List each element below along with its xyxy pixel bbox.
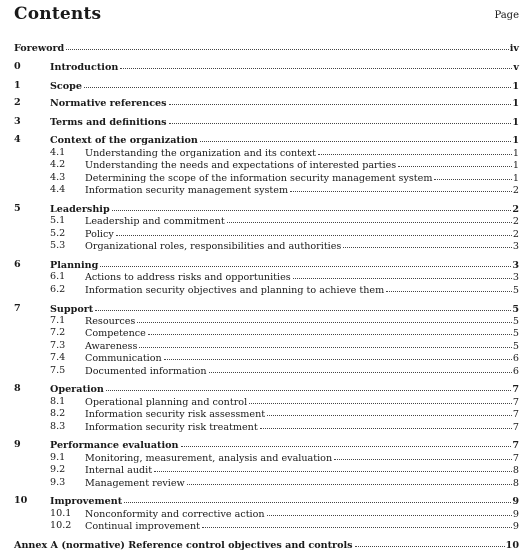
toc-entry-title[interactable]: Internal audit bbox=[85, 465, 153, 476]
toc-entry-number: 6 bbox=[14, 259, 21, 270]
dot-leader bbox=[293, 269, 512, 279]
toc-entry-page: 1 bbox=[512, 117, 519, 128]
toc-entry[interactable] bbox=[0, 420, 530, 433]
dot-leader bbox=[434, 170, 511, 180]
toc-entry-title[interactable]: Competence bbox=[85, 328, 146, 339]
dot-leader bbox=[164, 350, 512, 360]
dot-leader bbox=[200, 132, 511, 142]
toc-entry-number: 7.4 bbox=[50, 352, 66, 363]
dot-leader bbox=[386, 282, 512, 292]
dot-leader bbox=[227, 213, 512, 223]
toc-entry-number: 7.1 bbox=[50, 315, 66, 326]
toc-entry-number: 10.2 bbox=[50, 520, 72, 531]
toc-entry-title[interactable]: Leadership bbox=[50, 204, 110, 215]
toc-entry-number: 10 bbox=[14, 495, 28, 506]
toc-entry-number: 4 bbox=[14, 134, 21, 145]
toc-entry-title[interactable]: Resources bbox=[85, 316, 136, 327]
dot-leader bbox=[120, 59, 512, 69]
dot-leader bbox=[139, 338, 511, 348]
toc-entry-number: 1 bbox=[14, 80, 21, 91]
toc-entry-page: 2 bbox=[512, 185, 519, 196]
toc-entry-number: 6.2 bbox=[50, 284, 66, 295]
toc-entry-page: 5 bbox=[512, 316, 519, 327]
toc-entry-title[interactable]: Determining the scope of the information security management system bbox=[85, 173, 433, 184]
toc-entry[interactable] bbox=[0, 519, 530, 532]
toc-entry-number: 4.2 bbox=[50, 159, 66, 170]
toc-entry-page: 5 bbox=[512, 328, 519, 339]
page-title: Contents bbox=[14, 4, 102, 24]
toc-entry-number: 3 bbox=[14, 116, 21, 127]
toc-entry-page: 5 bbox=[512, 341, 519, 352]
dot-leader bbox=[169, 114, 512, 124]
toc-entry-page: 7 bbox=[512, 440, 519, 451]
toc-entry-page: 2 bbox=[512, 204, 519, 215]
toc-entry-page: v bbox=[513, 62, 519, 73]
toc-entry-title[interactable]: Support bbox=[50, 304, 94, 315]
toc-entry-page: 10 bbox=[505, 540, 519, 551]
toc-entry-title[interactable]: Understanding the needs and expectations of interested parties bbox=[85, 160, 397, 171]
toc-entry-page: 1 bbox=[512, 173, 519, 184]
toc-entry-title[interactable]: Normative references bbox=[50, 98, 167, 109]
toc-entry-number: 7.2 bbox=[50, 327, 66, 338]
dot-leader bbox=[84, 78, 511, 88]
toc-entry-number: 8.3 bbox=[50, 421, 66, 432]
toc-entry-page: 1 bbox=[512, 160, 519, 171]
toc-entry-title[interactable]: Planning bbox=[50, 260, 99, 271]
toc-entry[interactable] bbox=[0, 283, 530, 296]
dot-leader bbox=[124, 493, 511, 503]
toc-entry-title[interactable]: Documented information bbox=[85, 366, 207, 377]
dot-leader bbox=[106, 381, 511, 391]
toc-entry-title[interactable]: Operational planning and control bbox=[85, 397, 248, 408]
toc-entry-number: 8.1 bbox=[50, 396, 66, 407]
toc-entry-title[interactable]: Policy bbox=[85, 229, 114, 240]
dot-leader bbox=[249, 394, 512, 404]
toc-entry-title[interactable]: Context of the organization bbox=[50, 135, 198, 146]
toc-entry-page: 2 bbox=[512, 229, 519, 240]
toc-entry-page: iv bbox=[509, 43, 519, 54]
toc-entry-page: 5 bbox=[512, 304, 519, 315]
dot-leader bbox=[202, 518, 512, 528]
toc-entry-title[interactable]: Awareness bbox=[85, 341, 138, 352]
toc-entry-number: 4.1 bbox=[50, 147, 66, 158]
toc-entry-title[interactable]: Improvement bbox=[50, 496, 123, 507]
toc-entry-number: 5.2 bbox=[50, 228, 66, 239]
toc-entry-number: 9.3 bbox=[50, 477, 66, 488]
toc-entry-page: 5 bbox=[512, 285, 519, 296]
toc-entry-title[interactable]: Foreword bbox=[14, 43, 65, 54]
toc-entry-number: 5 bbox=[14, 203, 21, 214]
toc-entry-number: 0 bbox=[14, 61, 21, 72]
dot-leader bbox=[355, 537, 505, 547]
toc-entry-number: 5.1 bbox=[50, 215, 66, 226]
toc-entry-number: 5.3 bbox=[50, 240, 66, 251]
toc-entry-title[interactable]: Operation bbox=[50, 384, 104, 395]
dot-leader bbox=[112, 201, 512, 211]
toc-entry-number: 10.1 bbox=[50, 508, 72, 519]
toc-entry-title[interactable]: Leadership and commitment bbox=[85, 216, 225, 227]
toc-entry-page: 1 bbox=[512, 148, 519, 159]
dot-leader bbox=[267, 406, 512, 416]
toc-entry-title[interactable]: Annex A (normative) Reference control objectives and controls bbox=[14, 540, 353, 551]
toc-entry[interactable] bbox=[0, 476, 530, 489]
toc-entry-number: 2 bbox=[14, 97, 21, 108]
toc-entry-title[interactable]: Monitoring, measurement, analysis and evaluation bbox=[85, 453, 333, 464]
dot-leader bbox=[209, 363, 512, 373]
dot-leader bbox=[290, 182, 512, 192]
toc-entry-page: 1 bbox=[512, 135, 519, 146]
toc-entry-page: 9 bbox=[512, 509, 519, 520]
dot-leader bbox=[318, 145, 512, 155]
dot-leader bbox=[343, 238, 512, 248]
toc-entry-number: 9.1 bbox=[50, 452, 66, 463]
toc-entry[interactable] bbox=[0, 41, 530, 54]
page-column-header: Page bbox=[494, 10, 519, 21]
dot-leader bbox=[95, 301, 511, 311]
toc-entry-number: 9.2 bbox=[50, 464, 66, 475]
toc-entry-number: 7.5 bbox=[50, 365, 66, 376]
toc-entry-number: 6.1 bbox=[50, 271, 66, 282]
toc-entry-title[interactable]: Information security management system bbox=[85, 185, 289, 196]
toc-entry-title[interactable]: Information security risk treatment bbox=[85, 422, 258, 433]
toc-entry-number: 4.3 bbox=[50, 172, 66, 183]
toc-entry-page: 7 bbox=[512, 384, 519, 395]
toc-entry-page: 9 bbox=[512, 496, 519, 507]
toc-entry-title[interactable]: Organizational roles, responsibilities and authorities bbox=[85, 241, 342, 252]
toc-entry-number: 8 bbox=[14, 383, 21, 394]
dot-leader bbox=[181, 437, 512, 447]
dot-leader bbox=[66, 40, 509, 50]
toc-entry[interactable] bbox=[0, 96, 530, 109]
toc-entry-number: 4.4 bbox=[50, 184, 66, 195]
toc-entry[interactable] bbox=[0, 538, 530, 551]
dot-leader bbox=[267, 506, 512, 516]
toc-entry-page: 9 bbox=[512, 521, 519, 532]
toc-entry-page: 6 bbox=[512, 366, 519, 377]
toc-entry[interactable] bbox=[0, 115, 530, 128]
toc-entry-title[interactable]: Terms and definitions bbox=[50, 117, 167, 128]
toc-entry-title[interactable]: Scope bbox=[50, 81, 82, 92]
toc-entry-page: 3 bbox=[512, 260, 519, 271]
toc-entry-title[interactable]: Understanding the organization and its context bbox=[85, 148, 316, 159]
toc-entry-page: 7 bbox=[512, 453, 519, 464]
toc-entry-number: 8.2 bbox=[50, 408, 66, 419]
toc-entry-page: 7 bbox=[512, 409, 519, 420]
toc-entry-page: 8 bbox=[512, 465, 519, 476]
toc-entry[interactable] bbox=[0, 183, 530, 196]
toc-entry-title[interactable]: Actions to address risks and opportunities bbox=[85, 272, 291, 283]
toc-entry-page: 3 bbox=[512, 241, 519, 252]
toc-entry[interactable] bbox=[0, 364, 530, 377]
toc-entry-title[interactable]: Nonconformity and corrective action bbox=[85, 509, 265, 520]
dot-leader bbox=[154, 462, 512, 472]
toc-entry-title[interactable]: Continual improvement bbox=[85, 521, 200, 532]
toc-entry-title[interactable]: Communication bbox=[85, 353, 162, 364]
toc-entry-page: 6 bbox=[512, 353, 519, 364]
dot-leader bbox=[187, 475, 512, 485]
dot-leader bbox=[334, 450, 512, 460]
dot-leader bbox=[260, 419, 512, 429]
toc-entry-page: 1 bbox=[512, 81, 519, 92]
toc-entry-page: 3 bbox=[512, 272, 519, 283]
dot-leader bbox=[137, 313, 512, 323]
toc-entry[interactable] bbox=[0, 239, 530, 252]
toc-entry-title[interactable]: Information security objectives and planning to achieve them bbox=[85, 285, 385, 296]
toc-entry-title[interactable]: Introduction bbox=[50, 62, 119, 73]
toc-entry-page: 7 bbox=[512, 422, 519, 433]
toc-entry-number: 9 bbox=[14, 439, 21, 450]
toc-entry[interactable] bbox=[0, 79, 530, 92]
dot-leader bbox=[398, 157, 512, 167]
dot-leader bbox=[169, 95, 512, 105]
toc-entry-page: 2 bbox=[512, 216, 519, 227]
toc-entry[interactable] bbox=[0, 60, 530, 73]
toc-entry-page: 8 bbox=[512, 478, 519, 489]
toc-entry-number: 7.3 bbox=[50, 340, 66, 351]
dot-leader bbox=[116, 226, 512, 236]
toc-entry-title[interactable]: Performance evaluation bbox=[50, 440, 179, 451]
toc-entry-page: 7 bbox=[512, 397, 519, 408]
toc-entry-page: 1 bbox=[512, 98, 519, 109]
toc-entry-number: 7 bbox=[14, 303, 21, 314]
dot-leader bbox=[100, 257, 511, 267]
toc-entry-title[interactable]: Information security risk assessment bbox=[85, 409, 266, 420]
toc-entry-title[interactable]: Management review bbox=[85, 478, 185, 489]
dot-leader bbox=[148, 325, 512, 335]
